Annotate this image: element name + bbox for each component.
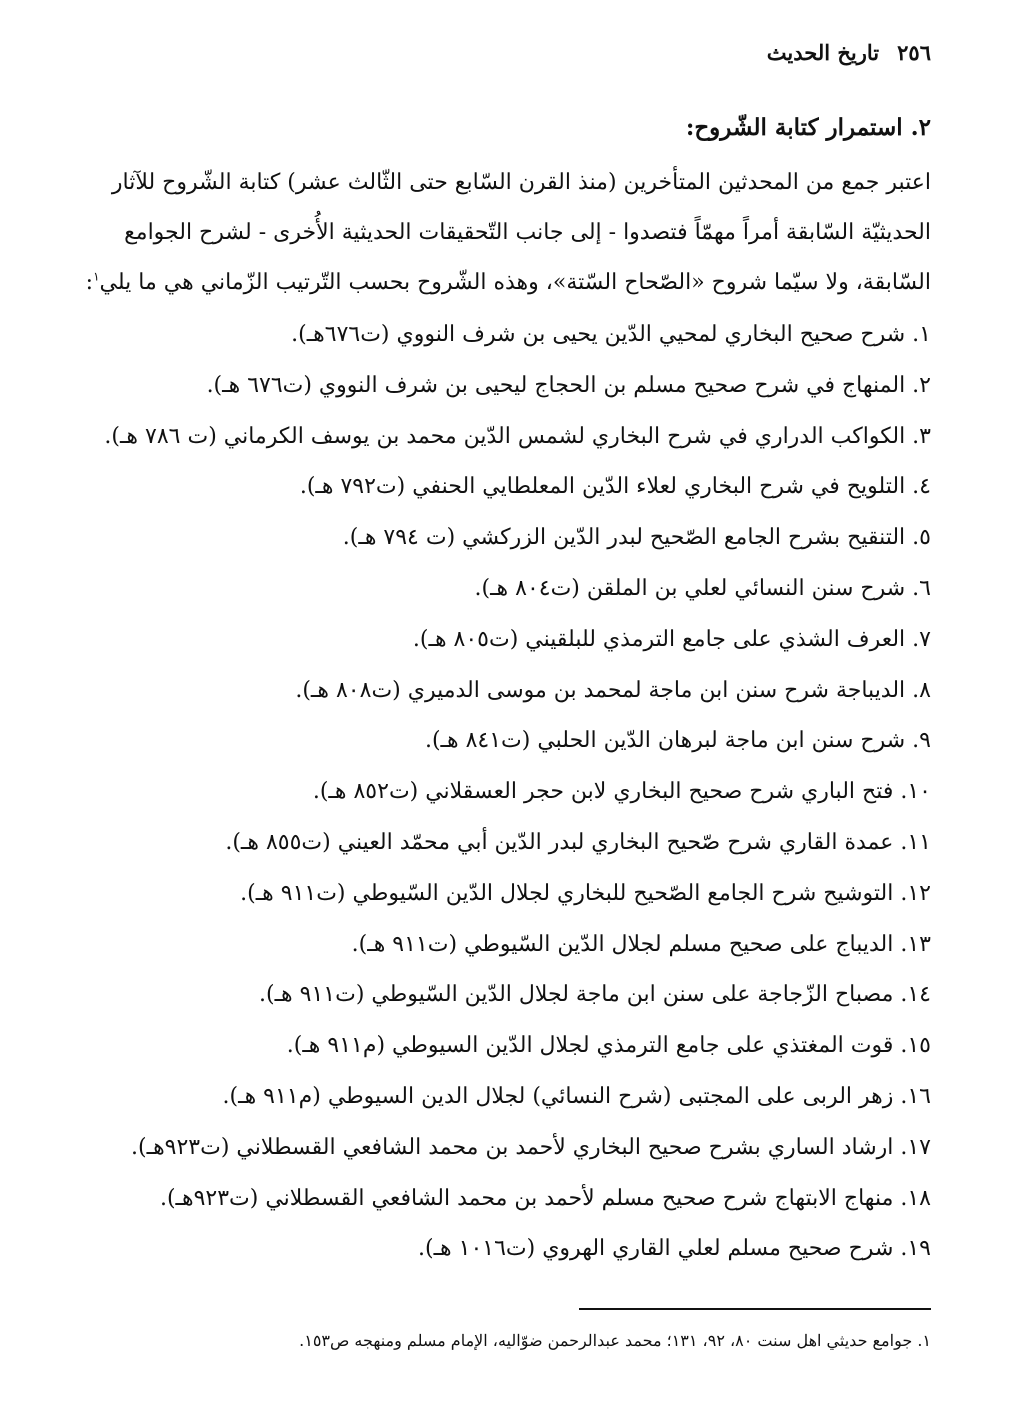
list-item: ٦. شرح سنن النسائي لعلي بن الملقن (ت٨٠٤ هـ). [474, 575, 931, 601]
list-item: ١٠. فتح الباري شرح صحيح البخاري لابن حجر العسقلاني (ت٨٥٢ هـ). [312, 779, 931, 805]
intro-line: السّابقة، ولا سيّما شروح «الصّحاح السّتة»، وهذه الشّروح بحسب التّرتيب الزّماني هي ما يلي$^١$: [85, 269, 931, 295]
list-item: ٢. المنهاج في شرح صحيح مسلم بن الحجاج ليحيى بن شرف النووي (ت٦٧٦ هـ). [206, 372, 931, 398]
list-item: ١٦. زهر الربى على المجتبى (شرح النسائي) لجلال الدين السيوطي (م٩١١ هـ). [222, 1083, 931, 1109]
list-item: ٥. التنقيح بشرح الجامع الصّحيح لبدر الدّين الزركشي (ت ٧٩٤ هـ). [342, 525, 931, 551]
list-item: ١٢. التوشيح شرح الجامع الصّحيح للبخاري لجلال الدّين السّيوطي (ت٩١١ هـ). [240, 880, 931, 906]
list-item: ١٩. شرح صحيح مسلم لعلي القاري الهروي (ت١٠١٦ هـ). [418, 1236, 931, 1262]
list-item: ١١. عمدة القاري شرح صّحيح البخاري لبدر الدّين أبي محمّد العيني (ت٨٥٥ هـ). [225, 829, 931, 855]
list-item: ١٤. مصباح الزّجاجة على سنن ابن ماجة لجلال الدّين السّيوطي (ت٩١١ هـ). [259, 982, 931, 1008]
intro-line: الحديثيّة السّابقة أمراً مهمّاً فتصدوا - إلى جانب التّحقيقات الحديثية الأُخرى - لشرح الجوامع [124, 220, 931, 245]
commentaries-list [82, 310, 931, 1275]
book-title: تاريخ الحديث [766, 40, 880, 65]
intro-line-text: السّابقة، ولا سيّما شروح «الصّحاح السّتة»، وهذه الشّروح بحسب التّرتيب الزّماني هي ما يلي [99, 270, 931, 295]
list-item: ١٥. قوت المغتذي على جامع الترمذي لجلال الدّين السيوطي (م٩١١ هـ). [286, 1033, 931, 1059]
list-item: ٨. الديباجة شرح سنن ابن ماجة لمحمد بن موسى الدميري (ت٨٠٨ هـ). [295, 677, 931, 703]
footnote-marker: ١ [93, 269, 100, 284]
list-item: ١٧. ارشاد الساري بشرح صحيح البخاري لأحمد بن محمد الشافعي القسطلاني (ت٩٢٣هـ). [131, 1134, 931, 1160]
list-item: ٤. التلويح في شرح البخاري لعلاء الدّين المعلطايي الحنفي (ت٧٩٢ هـ). [299, 474, 931, 500]
list-item: ١٨. منهاج الابتهاج شرح صحيح مسلم لأحمد بن محمد الشافعي القسطلاني (ت٩٢٣هـ). [159, 1185, 931, 1211]
list-item: ١٣. الديباج على صحيح مسلم لجلال الدّين السّيوطي (ت٩١١ هـ). [351, 931, 931, 957]
footnote-divider [579, 1308, 931, 1310]
intro-line: اعتبر جمع من المحدثين المتأخرين (منذ القرن السّابع حتى الثّالث عشر) كتابة الشّروح للآثار [111, 170, 931, 195]
intro-paragraph [82, 158, 931, 308]
list-item: ٧. العرف الشذي على جامع الترمذي للبلقيني (ت٨٠٥ هـ). [412, 626, 931, 652]
running-head [82, 40, 931, 76]
page-number: ٢٥٦ [897, 40, 931, 65]
list-item: ١. شرح صحيح البخاري لمحيي الدّين يحيى بن شرف النووي (ت٦٧٦هـ). [291, 322, 931, 347]
list-item: ٩. شرح سنن ابن ماجة لبرهان الدّين الحلبي (ت٨٤١ هـ). [424, 728, 931, 754]
section-heading: ٢. استمرار كتابة الشّروح: [685, 114, 931, 141]
footnote: ١. جوامع حديثي اهل سنت ٨٠، ٩٢، ١٣١؛ محمد عبدالرحمن ضوّاليه، الإمام مسلم ومنهجه ص١٥٣. [299, 1331, 931, 1350]
list-item: ٣. الكواكب الدراري في شرح البخاري لشمس الدّين محمد بن يوسف الكرماني (ت ٧٨٦ هـ). [104, 423, 931, 449]
